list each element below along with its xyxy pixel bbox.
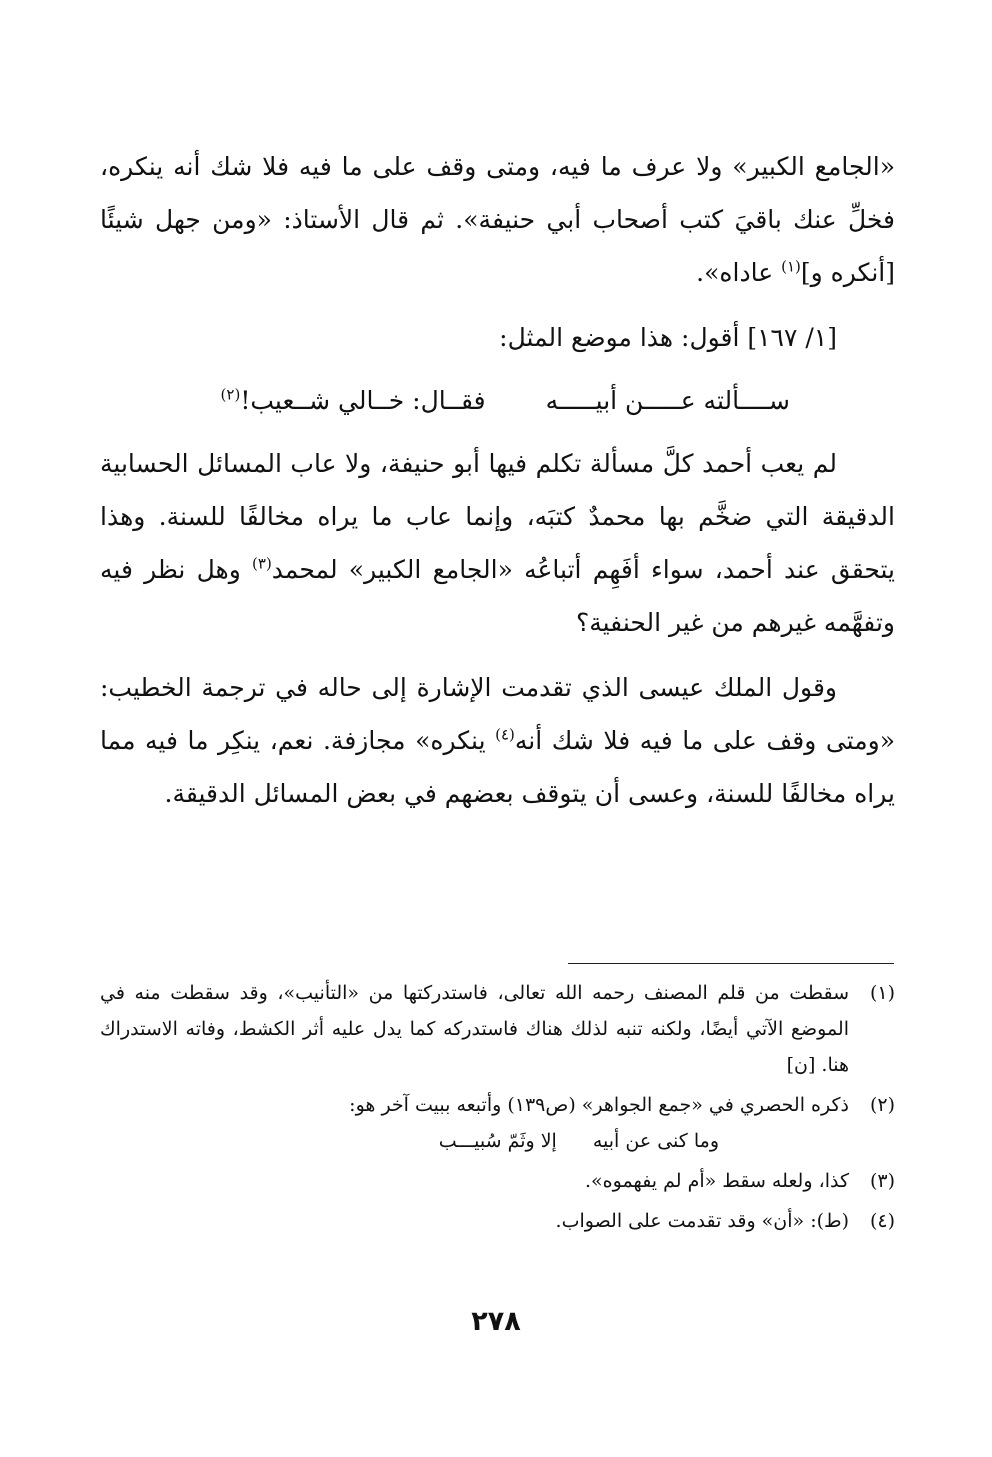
paragraph-1 (100, 140, 895, 299)
paragraph-3-end: وهل نظر فيه وتفهَّمه غيرهم من غير الحنفية؟ (100, 555, 895, 637)
footnote-text: كذا، ولعله سقط «أم لم يفهموه». (585, 1170, 849, 1192)
paragraph-1-text: «الجامع الكبير» ولا عرف ما فيه، ومتى وقف على ما فيه فلا شك أنه ينكره، فخلِّ عنك باقيَ كتب أصحاب أبي حنيفة». ثم قال الأستاذ: «ومن جهل شيئًا [أنكره و] (100, 152, 895, 287)
footnote-ref-1[interactable]: (١) (781, 257, 801, 276)
paragraph-3 (100, 437, 895, 649)
footnote-number: (١) (869, 982, 895, 1004)
footnote-2 (100, 1087, 895, 1159)
footnote-number: (٢) (869, 1094, 895, 1116)
page-number: ٢٧٨ (471, 1306, 521, 1337)
footnote-4 (100, 1203, 895, 1239)
footnote-number: (٤) (869, 1210, 895, 1232)
paragraph-3-text: لم يعب أحمد كلَّ مسألة تكلم فيها أبو حنيفة، ولا عاب المسائل الحسابية الدقيقة التي ضخَّم بها محمدٌ كتبَه، وإنما عاب ما يراه مخالفًا للسنة. وهذا يتحقق عند أحمد، سواء أفَهِم أتباعُه «الجامع الكبير» لمحمد (100, 449, 895, 584)
paragraph-2: [١/ ١٦٧] أقول: هذا موضع المثل: (499, 323, 837, 352)
paragraph-4-end: ينكره» مجازفة. نعم، ينكِر ما فيه مما يراه مخالفًا للسنة، وعسى أن يتوقف بعضهم في بعض المسائل الدقيقة. (100, 726, 895, 808)
footnote-text: سقطت من قلم المصنف رحمه الله تعالى، فاستدركتها من «التأنيب»، وقد سقطت منه في الموضع الآتي أيضًا، ولكنه تنبه لذلك هناك فاستدركه كما يدل عليه أثر الكشط، وفاته الاستدراك هنا. [ن] (100, 982, 849, 1076)
footnote-3 (100, 1163, 895, 1199)
footnote-ref-4[interactable]: (٤) (495, 725, 515, 744)
paragraph-4 (100, 661, 895, 820)
verse-first-hemistich: ســــألته عـــــن أبيـــــه (545, 386, 790, 415)
footnote-verse-second: إلا وثَمّ سُبيـــب (438, 1130, 557, 1152)
footnote-text: (ط): «أن» وقد تقدمت على الصواب. (555, 1210, 849, 1232)
paragraph-1-end: عاداه». (696, 258, 782, 287)
verse-second-text: فقــال: خــالي شــعيب! (240, 386, 486, 415)
verse-line (100, 374, 895, 427)
footnote-ref-2[interactable]: (٢) (220, 385, 241, 404)
footnote-body (100, 1087, 849, 1159)
main-text (100, 140, 895, 820)
footnote-separator (568, 963, 894, 964)
footnote-1 (100, 975, 895, 1083)
footnote-verse (100, 1123, 849, 1159)
footnote-text: ذكره الحصري في «جمع الجواهر» (ص١٣٩) وأتبعه ببيت آخر هو: (349, 1094, 849, 1116)
footnotes (100, 975, 895, 1243)
footnote-verse-first: وما كنى عن أبيه (592, 1130, 719, 1152)
footnote-number: (٣) (869, 1170, 895, 1192)
paragraph-4-text: وقول الملك عيسى الذي تقدمت الإشارة إلى حاله في ترجمة الخطيب: «ومتى وقف على ما فيه فلا شك أنه (100, 673, 895, 755)
verse-second-hemistich (221, 374, 486, 427)
footnote-ref-3[interactable]: (٣) (252, 554, 272, 573)
